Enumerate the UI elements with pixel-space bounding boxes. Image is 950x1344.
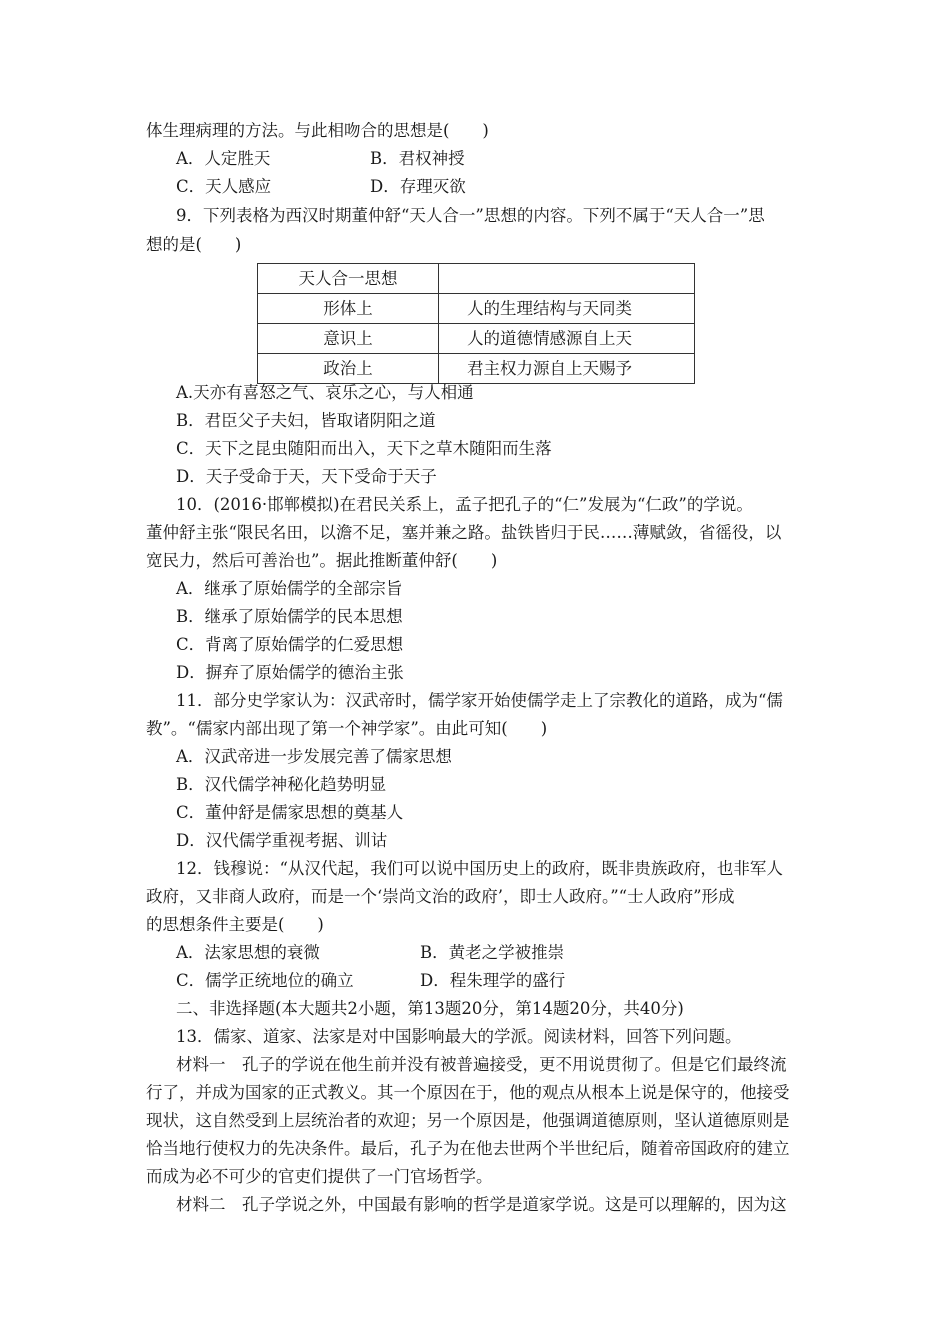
q8-option-a: A．人定胜天	[176, 149, 271, 168]
q13-material1-line5: 而成为必不可少的官吏们提供了一门官场哲学。	[146, 1167, 493, 1186]
table-row	[258, 294, 695, 324]
q8-option-c: C．天人感应	[176, 177, 272, 196]
q10-stem-line1: 10．(2016·邯郸模拟)在君民关系上，孟子把孔子的“仁”发展为“仁政”的学说。	[176, 495, 753, 514]
table-key-cell: 意识上	[258, 324, 439, 354]
q10-option-c: C．背离了原始儒学的仁爱思想	[176, 635, 404, 654]
q9-option-a: A.天亦有喜怒之气、哀乐之心，与人相通	[176, 383, 474, 402]
table-value-cell: 君主权力源自上天赐予	[439, 354, 695, 384]
q12-stem-line2: 政府，又非商人政府，而是一个‘崇尚文治的政府’，即士人政府。”“士人政府”形成	[146, 887, 735, 906]
table-row	[258, 324, 695, 354]
q11-option-c: C．董仲舒是儒家思想的奠基人	[176, 803, 404, 822]
q12-option-c: C．儒学正统地位的确立	[176, 971, 354, 990]
q9-stem-line1: 9．下列表格为西汉时期董仲舒“天人合一”思想的内容。下列不属于“天人合一”思	[176, 206, 765, 225]
q13-material1-line1: 材料一 孔子的学说在他生前并没有被普遍接受，更不用说贯彻了。但是它们最终流	[176, 1055, 787, 1074]
q10-option-a: A．继承了原始儒学的全部宗旨	[176, 579, 403, 598]
q11-option-d: D．汉代儒学重视考据、训诂	[176, 831, 388, 850]
table-row	[258, 354, 695, 384]
section-heading: 二、非选择题(本大题共2小题，第13题20分，第14题20分，共40分)	[176, 999, 684, 1018]
q11-option-b: B．汉代儒学神秘化趋势明显	[176, 775, 387, 794]
q13-material1-line3: 现状，这自然受到上层统治者的欢迎；另一个原因是，他强调道德原则，坚认道德原则是	[146, 1111, 790, 1130]
table-row	[258, 264, 695, 294]
q13-material1-line4: 恰当地行使权力的先决条件。最后，孔子为在他去世两个半世纪后，随着帝国政府的建立	[146, 1139, 790, 1158]
q9-option-b: B．君臣父子夫妇，皆取诸阴阳之道	[176, 411, 436, 430]
table-header-cell: 天人合一思想	[258, 264, 439, 294]
table-value-cell: 人的道德情感源自上天	[439, 324, 695, 354]
q10-option-d: D．摒弃了原始儒学的德治主张	[176, 663, 404, 682]
q13-material1-line2: 行了，并成为国家的正式教义。其一个原因在于，他的观点从根本上说是保守的，他接受	[146, 1083, 790, 1102]
q9-option-c: C．天下之昆虫随阳而出入，天下之草木随阳而生落	[176, 439, 552, 458]
q10-stem-line3: 宽民力，然后可善治也”。据此推断董仲舒( )	[146, 551, 498, 570]
q10-stem-line2: 董仲舒主张“限民名田，以澹不足，塞并兼之路。盐铁皆归于民……薄赋敛，省徭役，以	[146, 523, 782, 542]
q8-option-b: B．君权神授	[370, 149, 465, 168]
q13-material2-line1: 材料二 孔子学说之外，中国最有影响的哲学是道家学说。这是可以理解的，因为这	[176, 1195, 787, 1214]
q9-table	[257, 263, 695, 384]
q11-stem-line1: 11．部分史学家认为：汉武帝时，儒学家开始使儒学走上了宗教化的道路，成为“儒	[176, 691, 783, 710]
q9-stem-line2: 想的是( )	[146, 235, 242, 254]
q11-option-a: A．汉武帝进一步发展完善了儒家思想	[176, 747, 452, 766]
q8-option-d: D．存理灭欲	[370, 177, 466, 196]
q12-option-a: A．法家思想的衰微	[176, 943, 320, 962]
q13-stem: 13．儒家、道家、法家是对中国影响最大的学派。阅读材料，回答下列问题。	[176, 1027, 742, 1046]
q8-stem: 体生理病理的方法。与此相吻合的思想是( )	[146, 121, 489, 140]
q12-stem-line3: 的思想条件主要是( )	[146, 915, 324, 934]
q12-stem-line1: 12．钱穆说：“从汉代起，我们可以说中国历史上的政府，既非贵族政府，也非军人	[176, 859, 783, 878]
q9-option-d: D．天子受命于天，天下受命于天子	[176, 467, 437, 486]
table-value-cell: 人的生理结构与天同类	[439, 294, 695, 324]
table-key-cell: 政治上	[258, 354, 439, 384]
q12-option-d: D．程朱理学的盛行	[420, 971, 566, 990]
table-cell	[439, 264, 695, 294]
q12-option-b: B．黄老之学被推崇	[420, 943, 565, 962]
q10-option-b: B．继承了原始儒学的民本思想	[176, 607, 403, 626]
table-key-cell: 形体上	[258, 294, 439, 324]
q11-stem-line2: 教”。“儒家内部出现了第一个神学家”。由此可知( )	[146, 719, 548, 738]
